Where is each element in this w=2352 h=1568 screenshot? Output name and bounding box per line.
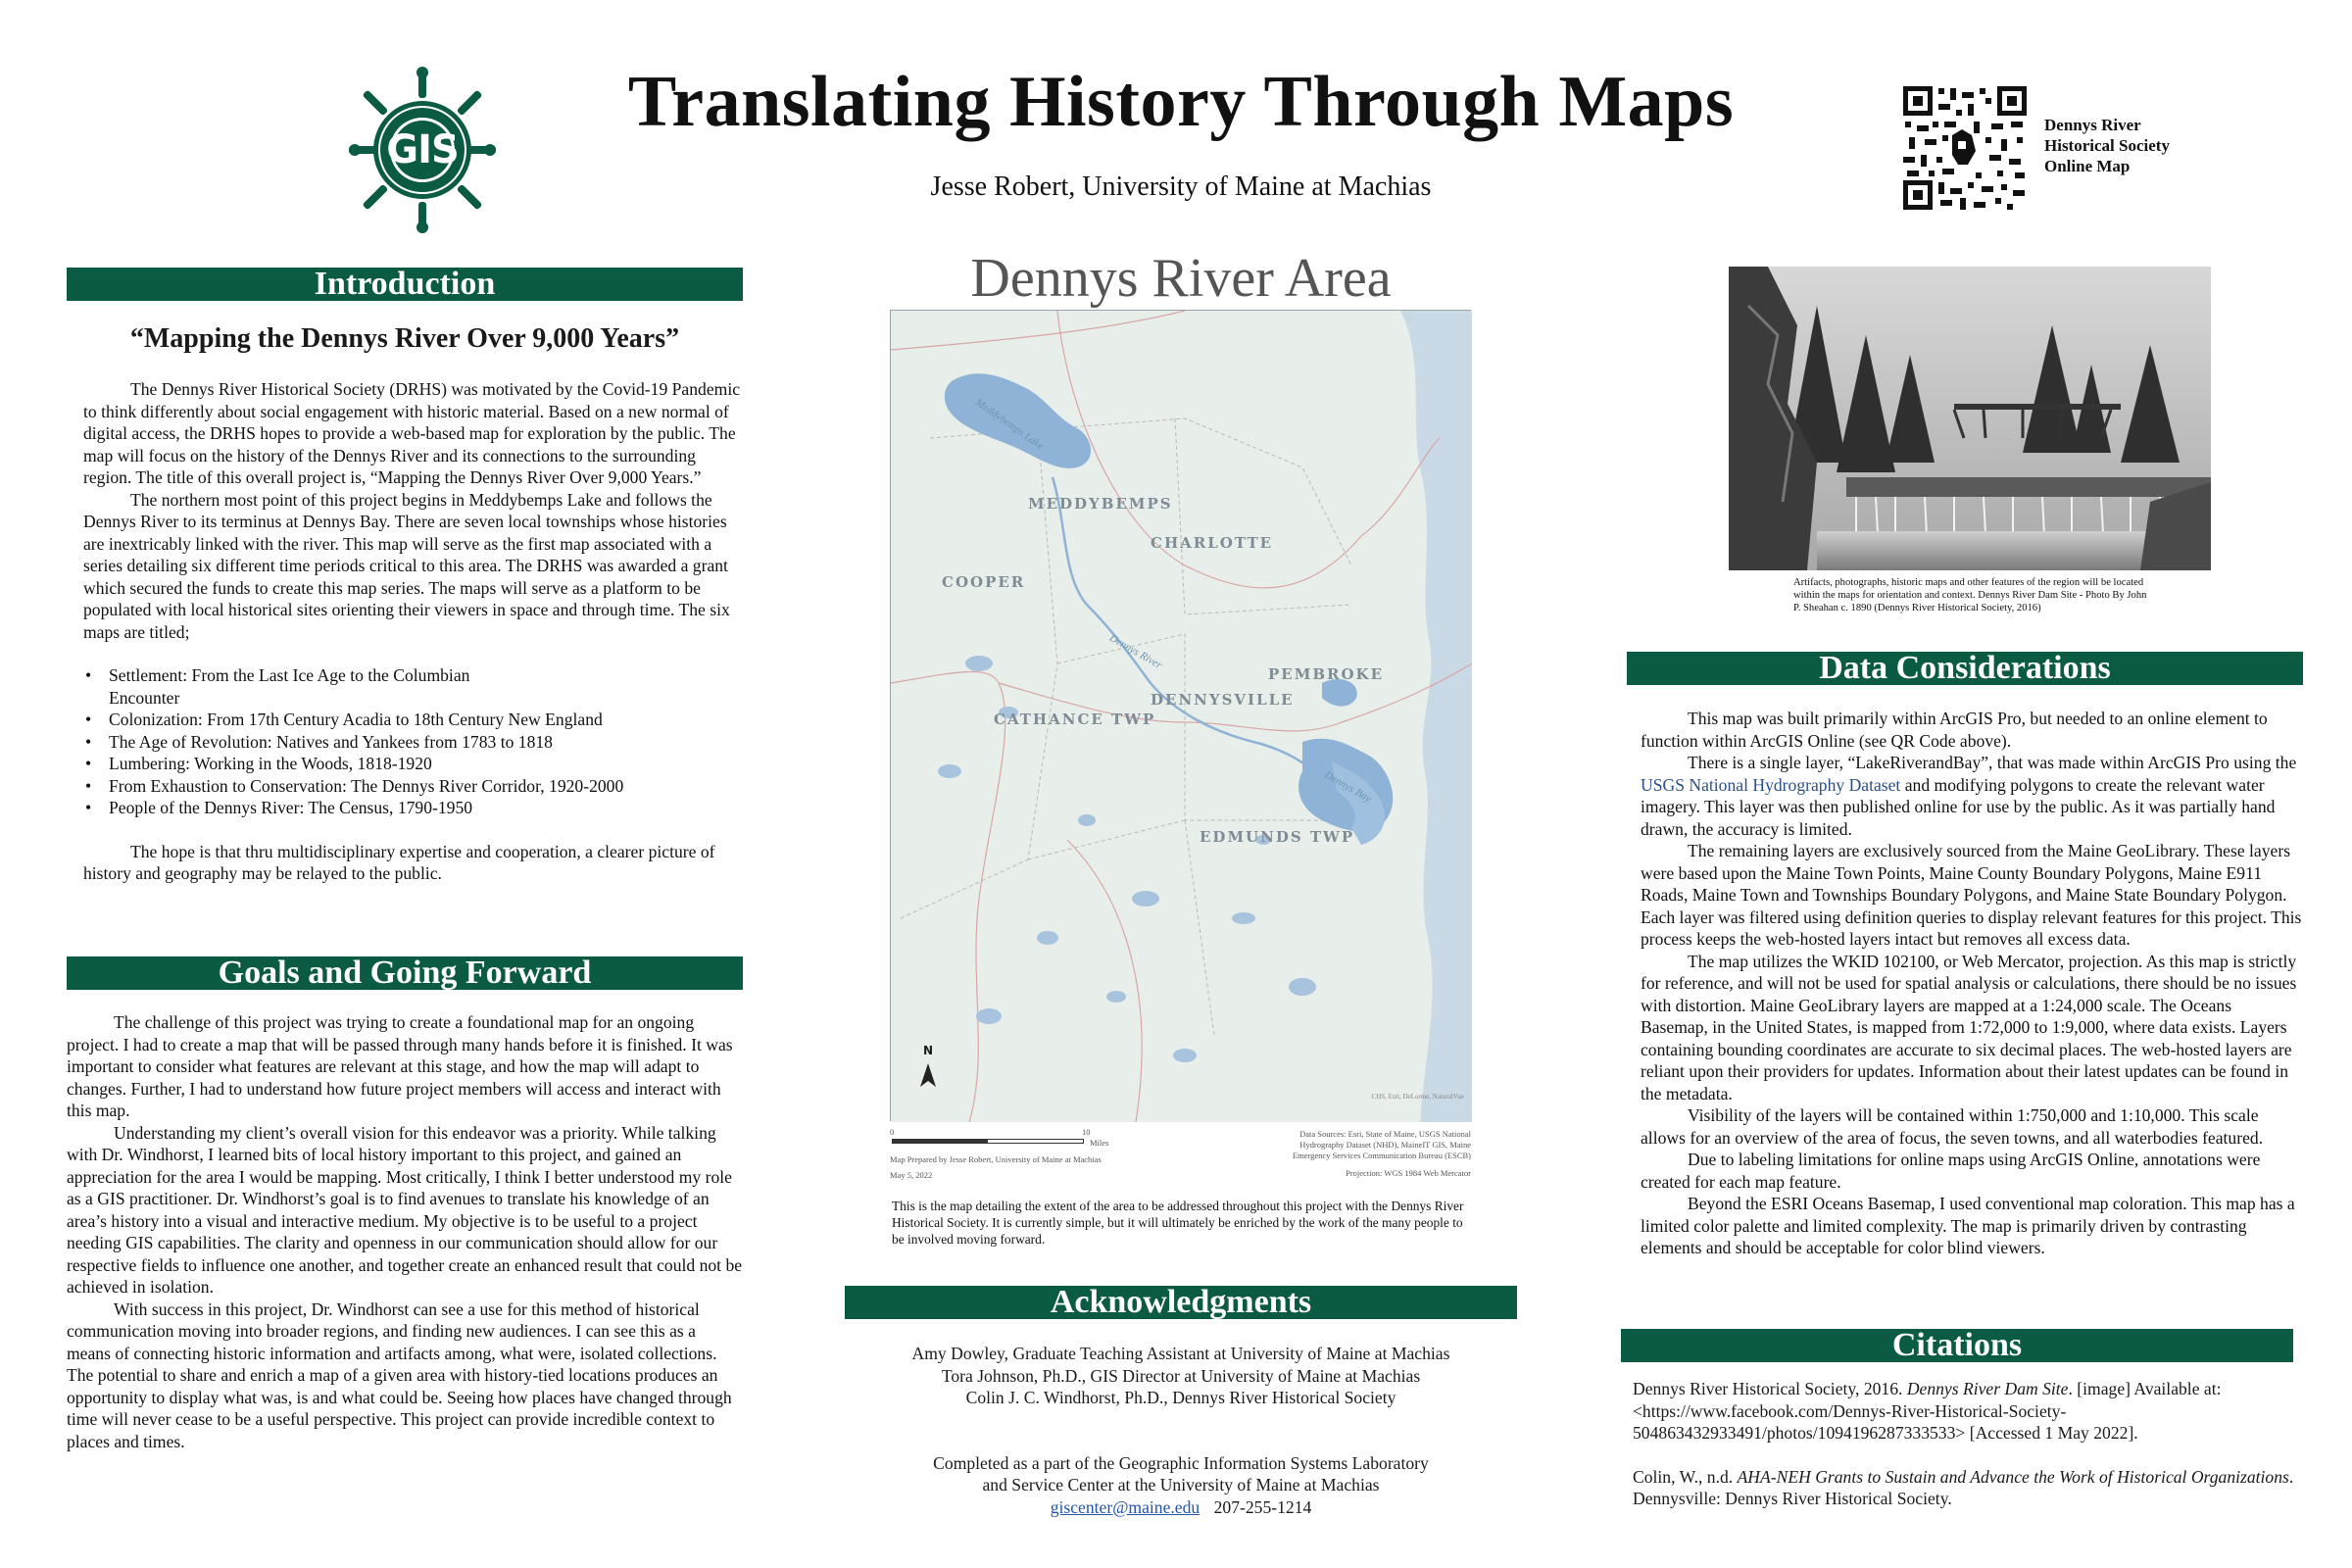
map-caption: This is the map detailing the extent of the area to be addressed throughout this project with the Dennys River Historical Society. It is currently simple, but it will ultimately be enriched by the work of the many people to be involved moving forward. — [892, 1199, 1464, 1247]
citations-heading: Citations — [1621, 1329, 2293, 1362]
data-considerations-heading: Data Considerations — [1627, 652, 2303, 685]
citations-body — [1633, 1378, 2299, 1510]
map-series-list — [83, 664, 746, 819]
data-paragraph: Visibility of the layers will be contained within 1:750,000 and 1:10,000. This scale allows for an overview of the area of focus, the seven towns, and all waterbodies featured. — [1641, 1105, 2264, 1148]
qr-code[interactable] — [1903, 86, 2027, 210]
introduction-closing: The hope is that thru multidisciplinary expertise and cooperation, a clearer picture of history and geography may be relayed to the public. — [83, 841, 715, 883]
photo-caption: Artifacts, photographs, historic maps and other features of the region will be located within the maps for orientation and context. Dennys River Dam Site - Photo By John P. Sheahan c. 1890 (Dennys River Historical Society, 2016) — [1793, 577, 2147, 613]
data-paragraph: The map utilizes the WKID 102100, or Web Mercator, projection. As this map is strictly for reference, and will not be used for spatial analysis or calculations, there should be no issues with distortion. Maine GeoLibrary layers are mapped at a 1:24,000 scale. The Oceans Basemap, in the United States, is mapped from 1:72,000 to 1:9,000, where data exists. Layers containing bounding coordinates are accurate to six decimal places. The web-hosted layers are reliant upon their providers for updates. Information about their latest updates can be found in the metadata. — [1641, 951, 2297, 1103]
goals-body — [67, 1011, 743, 1452]
introduction-body — [83, 378, 746, 885]
map-place-label: CATHANCE TWP — [994, 710, 1156, 728]
citation-entry — [1633, 1466, 2299, 1510]
list-item: • Colonization: From 17th Century Acadia to 18th Century New England — [83, 709, 746, 731]
map-water-label: Dennys River — [1106, 631, 1164, 672]
goals-paragraph: With success in this project, Dr. Windhorst can see a use for this method of historical communication moving into broader regions, and finding new audiences. I can see this as a means of connecting historic information and artifacts among, what were, isolated collections. The potential to share and enrich a map of a given area with history-tied locations produces an opportunity to display what was, is and what could be. Seeing how places have changed through time will never cease to be a useful perspective. This project can provide incredible context to places and times. — [67, 1298, 732, 1451]
scale-start: 0 — [890, 1127, 895, 1137]
data-paragraph: Due to labeling limitations for online maps using ArcGIS Online, annotations were created for each map feature. — [1641, 1150, 2261, 1192]
map-place-label: EDMUNDS TWP — [1200, 828, 1355, 846]
map-legend — [890, 1127, 1471, 1196]
map-prepared-by: Map Prepared by Jesse Robert, University of Maine at Machias — [890, 1154, 1102, 1164]
goals-paragraph: Understanding my client’s overall vision for this endeavor was a priority. While talking with Dr. Windhorst, I learned bits of local history important to this project, and gained an appreciation for the area I would be mapping. Most critically, I think I better understood my role as a GIS practitioner. Dr. Windhorst’s goal is to find avenues to translate his knowledge of an area’s history into a visual and interactive medium. My objective is to be useful to a project needing GIS capabilities. The clarity and openness in our communication should allow for our respective fields to influence one another, and together create an enhanced result that could not be achieved in isolation. — [67, 1122, 743, 1297]
ack-person: Tora Johnson, Ph.D., GIS Director at University of Maine at Machias — [941, 1365, 1421, 1386]
citation-text: . Dennysville: Dennys River Historical Society. — [1633, 1466, 2294, 1508]
email-link[interactable]: giscenter@maine.edu — [1050, 1496, 1200, 1517]
scale-end: 10 — [1082, 1127, 1091, 1137]
data-text: There is a single layer, “LakeRiverandBay”, that was made within ArcGIS Pro using the — [1688, 753, 2297, 772]
scale-bar — [892, 1139, 1084, 1144]
citation-text: . [image] Available at: <https://www.facebook.com/Dennys-River-Historical-Society-504863432933491/photos/1094196287333533> [Accessed 1 May 2022]. — [1633, 1379, 2222, 1443]
map-water-label: Meddybemps Lake — [972, 396, 1047, 453]
citation-title: AHA-NEH Grants to Sustain and Advance the Work of Historical Organizations — [1737, 1466, 2289, 1487]
data-paragraph — [1641, 752, 2303, 840]
map-projection: Projection: WGS 1984 Web Mercator — [1346, 1168, 1471, 1178]
map-place-label: CHARLOTTE — [1151, 534, 1274, 552]
introduction-paragraph: The Dennys River Historical Society (DRHS) was motivated by the Covid-19 Pandemic to think differently about social engagement with historic material. Based on a new normal of digital access, the DRHS hopes to provide a web-based map for exploration by the public. The map will focus on the history of the Dennys River and its connections to the surrounding region. The title of this overall project is, “Mapping the Dennys River Over 9,000 Years.” — [83, 379, 741, 487]
data-considerations-body — [1641, 708, 2303, 1259]
phone-number: 207-255-1214 — [1213, 1496, 1312, 1517]
introduction-paragraph: The northern most point of this project begins in Meddybemps Lake and follows the Dennys River to its terminus at Dennys Bay. There are seven local townships whose histories are inextricably linked with the river. This map will serve as the first map associated with a series detailing six different time periods critical to this area. The DRHS was awarded a grant which secured the funds to create this map series. The maps will serve as a platform to be populated with local historical sites orienting their viewers in space and through time. The six maps are titled; — [83, 489, 730, 642]
logo-text: GIS — [386, 127, 459, 172]
map-place-label: COOPER — [942, 573, 1026, 591]
list-item: • Lumbering: Working in the Woods, 1818-1920 — [83, 753, 746, 775]
data-paragraph: The remaining layers are exclusively sourced from the Maine GeoLibrary. These layers were based upon the Maine Town Points, Maine County Boundary Polygons, Maine E911 Roads, Maine Town and Townships Boundary Polygons, and Maine State Boundary Polygon. Each layer was filtered using definition queries to display relevant features for this project. This process keeps the web-hosted layers intact but removes all excess data. — [1641, 841, 2302, 949]
map-water-label: Dennys Bay — [1322, 768, 1374, 806]
scale-unit: Miles — [1090, 1138, 1109, 1148]
data-text: and modifying polygons to create the relevant water imagery. This layer was then published online for use by the public. As it was partially hand drawn, the accuracy is limited. — [1641, 774, 2276, 839]
map-credit: CHS, Esri, DeLorme, NaturalVue — [1371, 1093, 1464, 1101]
ack-completed: and Service Center at the University of Maine at Machias — [982, 1475, 1380, 1494]
map-basemap — [891, 311, 1472, 1122]
dam-site-photo — [1729, 267, 2211, 570]
goals-paragraph: The challenge of this project was trying to create a foundational map for an ongoing project. I had to create a map that will be passed through many hands before it is finished. It was important to consider what features are relevant at this stage, and how the map will adapt to changes. Further, I had to understand how future project members will access and interact with this map. — [67, 1012, 733, 1120]
citation-entry — [1633, 1378, 2299, 1445]
qr-label-line: Historical Society — [2044, 136, 2170, 155]
ack-completed: Completed as a part of the Geographic Information Systems Laboratory — [933, 1452, 1429, 1473]
list-item: • The Age of Revolution: Natives and Yankees from 1783 to 1818 — [83, 731, 746, 754]
ack-person: Amy Dowley, Graduate Teaching Assistant at University of Maine at Machias — [911, 1344, 1450, 1363]
citation-text: Dennys River Historical Society, 2016. — [1633, 1379, 1907, 1398]
qr-label-line: Online Map — [2044, 157, 2131, 175]
map-place-label: DENNYSVILLE — [1151, 691, 1295, 709]
introduction-heading: Introduction — [67, 268, 743, 301]
data-paragraph: Beyond the ESRI Oceans Basemap, I used conventional map coloration. This map has a limited color palette and limited complexity. The map is primarily driven by contrasting elements and should be acceptable for color blind viewers. — [1641, 1194, 2295, 1257]
ack-person: Colin J. C. Windhorst, Ph.D., Dennys River Historical Society — [965, 1388, 1396, 1407]
map-place-label: MEDDYBEMPS — [1028, 495, 1173, 513]
ack-contact — [845, 1496, 1517, 1519]
map-place-label: PEMBROKE — [1268, 665, 1384, 683]
qr-label-line: Dennys River — [2044, 116, 2141, 134]
list-item-text: Settlement: From the Last Ice Age to the Columbian Encounter — [109, 665, 470, 708]
introduction-subtitle: “Mapping the Dennys River Over 9,000 Years” — [129, 323, 680, 354]
citation-title: Dennys River Dam Site — [1906, 1379, 2069, 1398]
gis-logo — [349, 67, 496, 233]
qr-label — [2044, 115, 2240, 176]
poster-title: Translating History Through Maps — [627, 62, 1735, 142]
list-item: • From Exhaustion to Conservation: The Dennys River Corridor, 1920-2000 — [83, 775, 746, 798]
north-arrow-label: N — [923, 1044, 934, 1057]
poster-author: Jesse Robert, University of Maine at Machias — [930, 172, 1432, 202]
reference-map[interactable] — [890, 310, 1471, 1121]
acknowledgments-heading: Acknowledgments — [845, 1286, 1517, 1319]
list-item: • People of the Dennys River: The Census, 1790-1950 — [83, 797, 746, 819]
citation-text: Colin, W., n.d. — [1633, 1466, 1738, 1487]
acknowledgments-body — [845, 1343, 1517, 1518]
nhd-link[interactable]: USGS National Hydrography Dataset — [1641, 774, 1901, 795]
map-date: May 5, 2022 — [890, 1170, 933, 1180]
map-sources: Data Sources: Esri, State of Maine, USGS National Hydrography Dataset (NHD), MaineIT GIS, Maine Emergency Services Communication Bureau (ESCB) — [1292, 1129, 1471, 1160]
goals-heading: Goals and Going Forward — [67, 956, 743, 990]
data-paragraph: This map was built primarily within ArcGIS Pro, but needed to an online element to function within ArcGIS Online (see QR Code above). — [1641, 709, 2268, 751]
list-item — [83, 664, 746, 709]
map-title: Dennys River Area — [970, 248, 1392, 309]
